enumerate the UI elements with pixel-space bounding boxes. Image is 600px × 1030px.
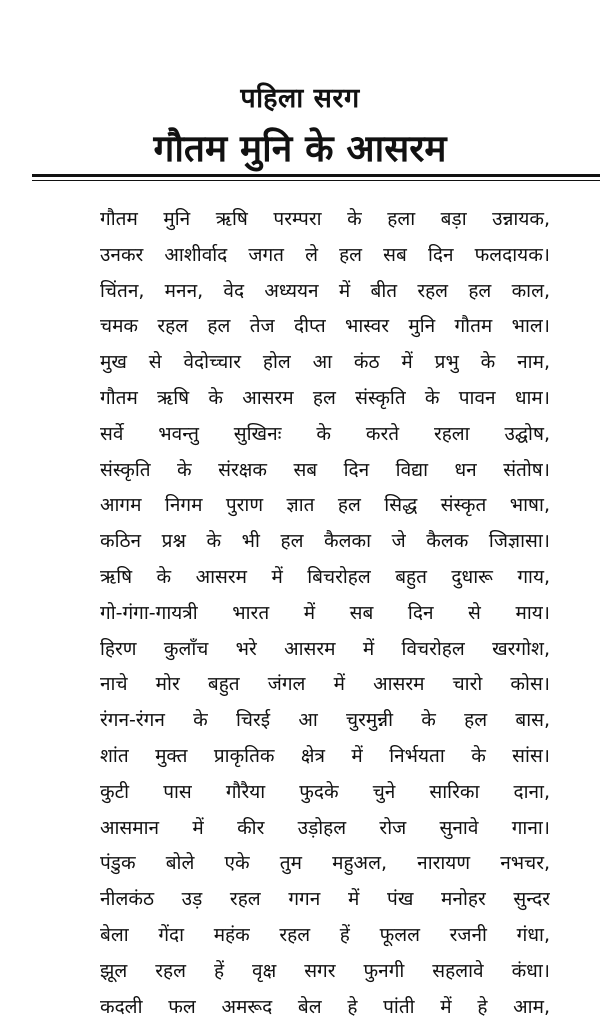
verse-line: आसमान में कीर उड़ोहल रोज सुनावे गाना। [100,816,550,839]
verse-line: रंगन-रंगन के चिरई आ चुरमुन्नी के हल बास, [100,709,550,732]
verse-line: कठिन प्रश्न के भी हल कैलका जे कैलक जिज्ञासा। [100,530,550,553]
verse-line: उनकर आशीर्वाद जगत ले हल सब दिन फलदायक। [100,243,550,266]
verse-line: कदली फल अमरूद बेल हे पांती में हे आम, [100,995,550,1018]
verse-line: मुख से वेदोच्चार होल आ कंठ में प्रभु के नाम, [100,351,550,374]
verse-line: संस्कृति के संरक्षक सब दिन विद्या धन संतोष। [100,458,550,481]
verse-line: नीलकंठ उड़ रहल गगन में पंख मनोहर सुन्दर [100,888,550,911]
verse-line: कुटी पास गौरैया फुदके चुने सारिका दाना, [100,780,550,803]
verse-line: चिंतन, मनन, वेद अध्ययन में बीत रहल हल काल, [100,279,550,302]
verse-line: सर्वे भवन्तु सुखिनः के करते रहला उद्घोष, [100,422,550,445]
verse-line: ऋषि के आसरम में बिचरोहल बहुत दुधारू गाय, [100,565,550,588]
chapter-title: गौतम मुनि के आसरम [153,127,447,170]
verse-line: गौतम ऋषि के आसरम हल संस्कृति के पावन धाम। [100,386,550,409]
verse-line: शांत मुक्त प्राकृतिक क्षेत्र में निर्भयता के सांस। [100,744,550,767]
title-rule-thin [32,180,600,181]
verse-line: चमक रहल हल तेज दीप्त भास्वर मुनि गौतम भाल। [100,315,550,338]
verse-line: झूल रहल हें वृक्ष सगर फुनगी सहलावे कंधा। [100,959,550,982]
verse-body [100,202,550,1025]
title-rule-thick [32,174,600,177]
verse-line: आगम निगम पुराण ज्ञात हल सिद्ध संस्कृत भाषा, [100,494,550,517]
verse-line: गो-गंगा-गायत्री भारत में सब दिन से माय। [100,601,550,624]
verse-line: गौतम मुनि ऋषि परम्परा के हला बड़ा उन्नायक, [100,208,550,230]
verse-line: नाचे मोर बहुत जंगल में आसरम चारो कोस। [100,673,550,696]
verse-line: हिरण कुलाँच भरे आसरम में विचरोहल खरगोश, [100,637,550,660]
chapter-label: पहिला सरग [240,83,360,114]
verse-line: पंडुक बोले एके तुम महुअल, नारायण नभचर, [100,852,550,875]
verse-line: बेला गेंदा महंक रहल हें फूलल रजनी गंधा, [100,923,550,946]
